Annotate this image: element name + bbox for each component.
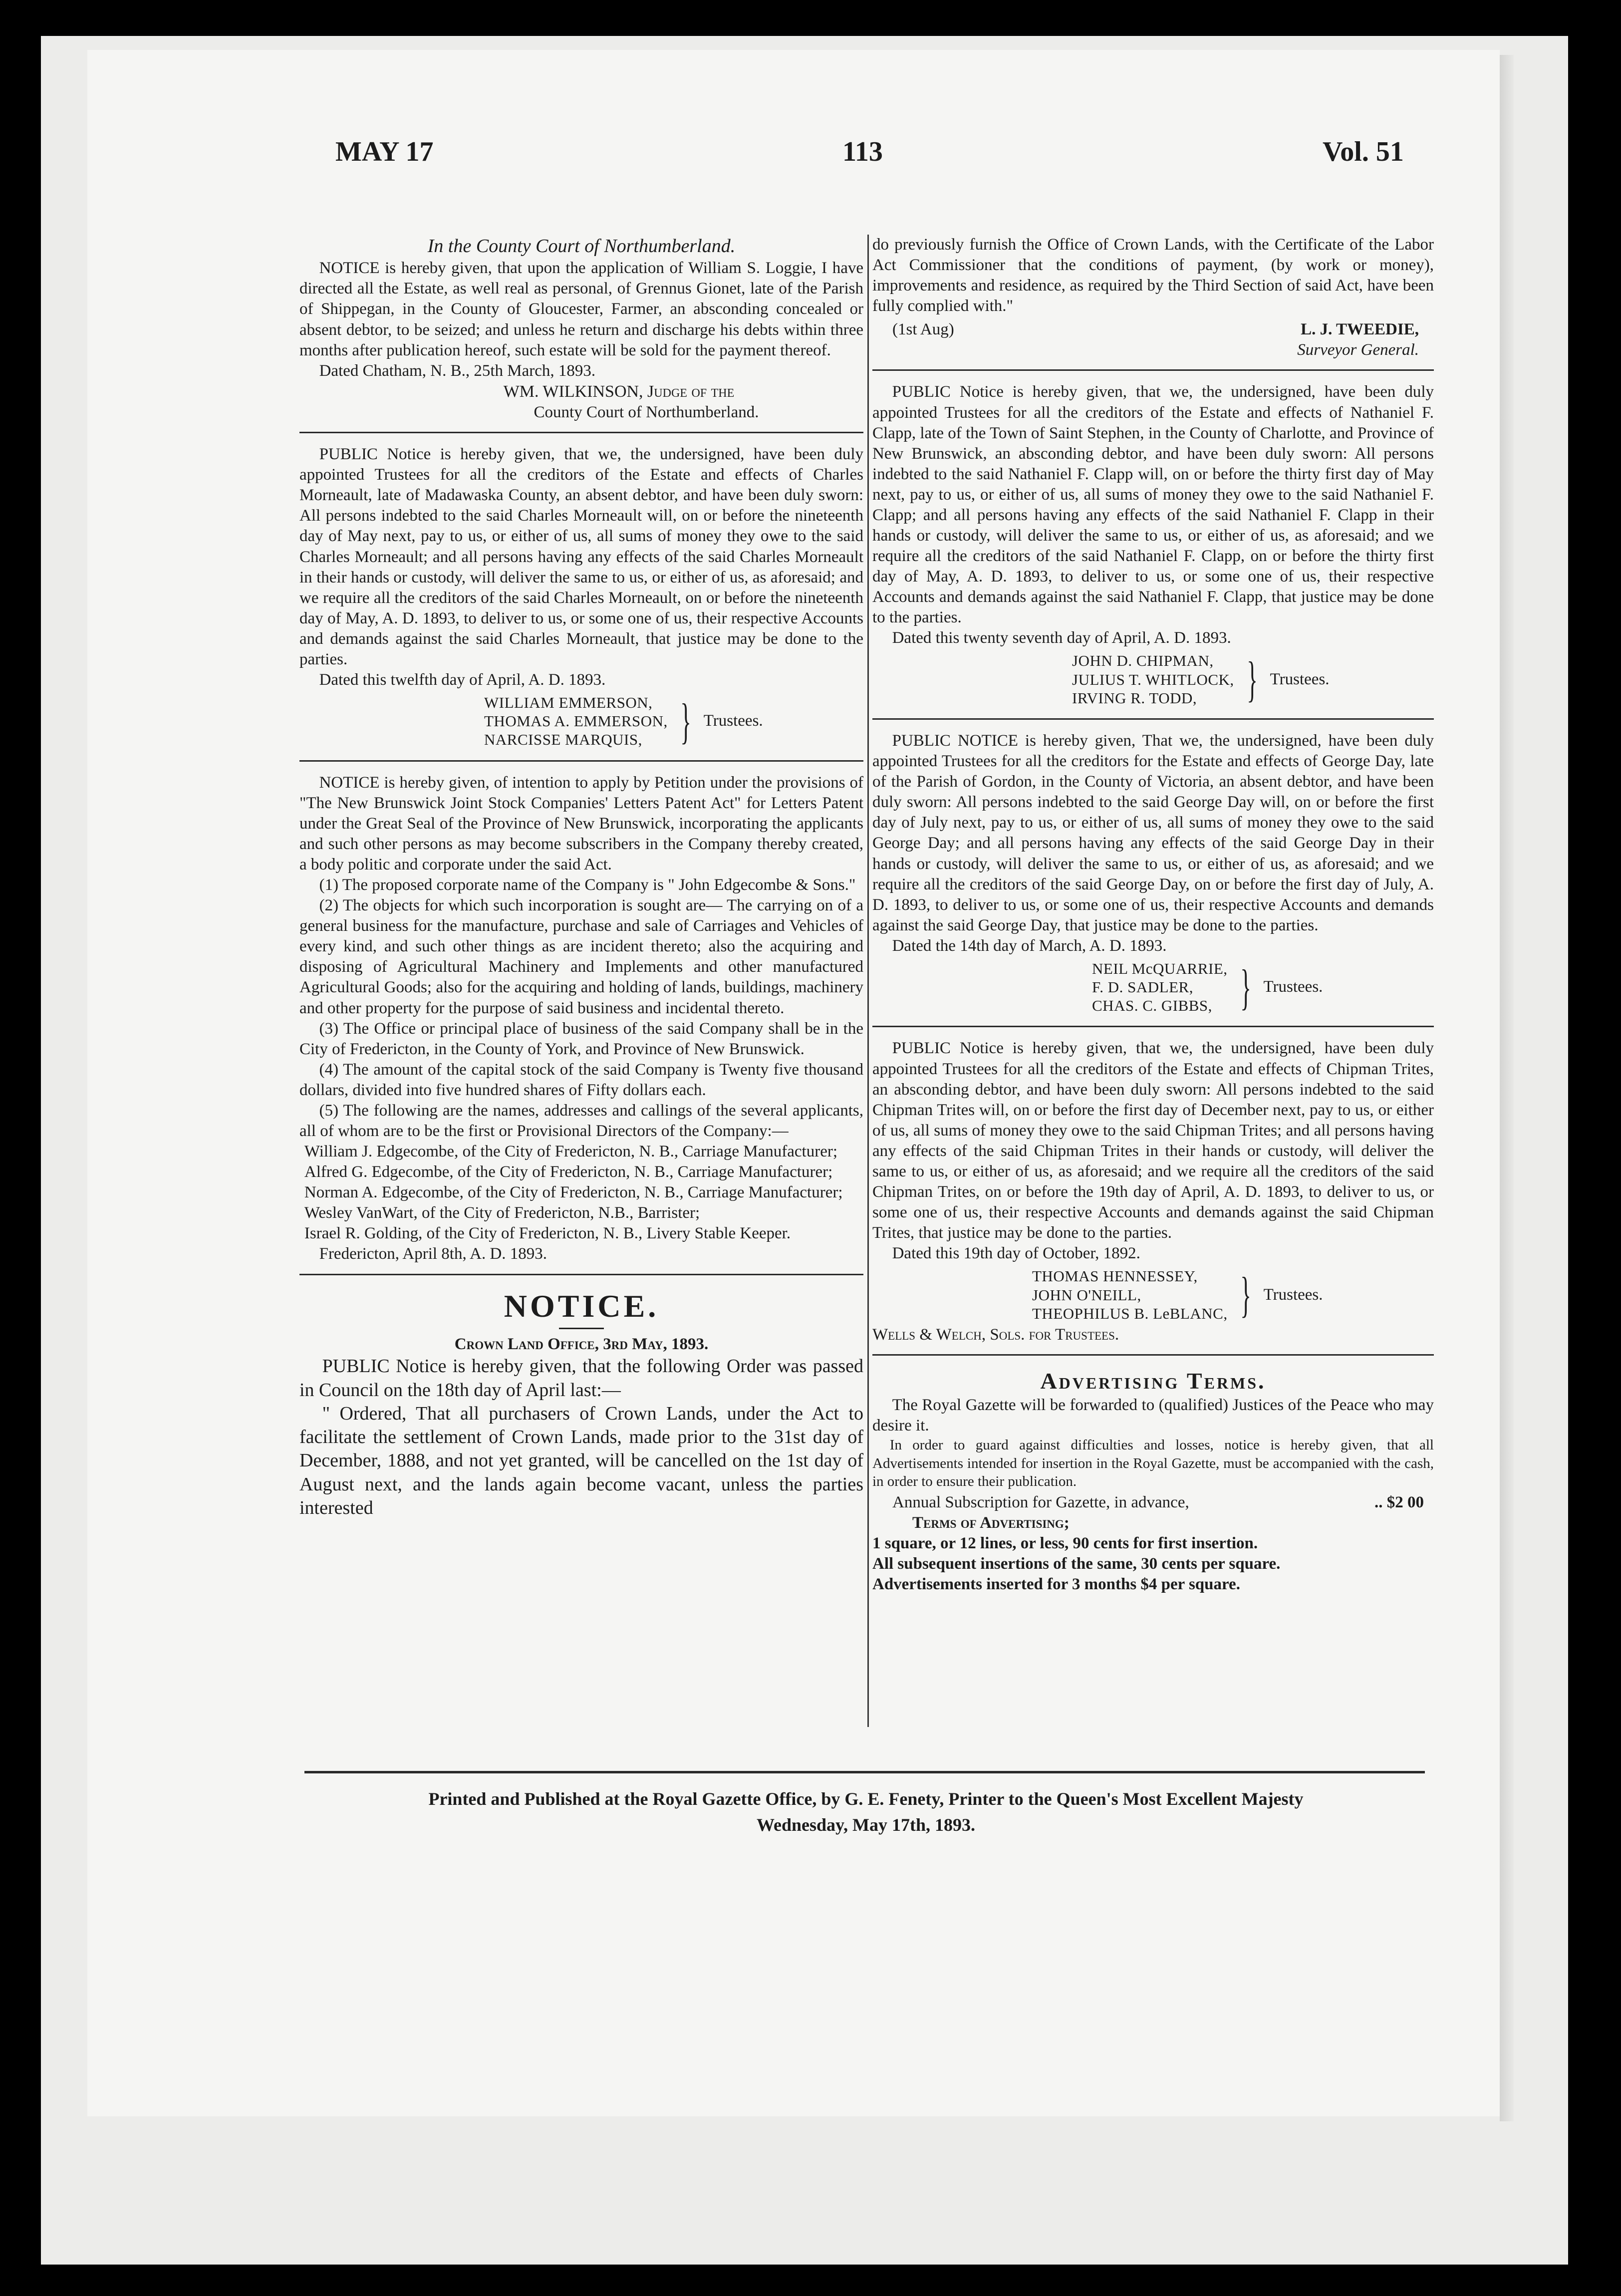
surveyor-title: Surveyor General. [1297, 341, 1419, 359]
imprint-date: Wednesday, May 17th, 1893. [756, 1815, 976, 1835]
applicant: Alfred G. Edgecombe, of the City of Fredericton, N. B., Carriage Manufacturer; [304, 1163, 833, 1181]
trustees-label: Trustees. [703, 712, 763, 730]
trustee-name: THEOPHILUS B. LeBLANC, [1032, 1304, 1228, 1322]
subscription-row [872, 1490, 1434, 1513]
advertising-terms [872, 1367, 1434, 1604]
brace-glyph: } [1240, 1267, 1251, 1323]
office-dateline: Crown Land Office, 3rd May, 1893. [454, 1335, 709, 1354]
notice-title: NOTICE. [504, 1288, 659, 1324]
header-date: MAY 17 [335, 136, 434, 167]
notice-item: (5) The following are the names, addresses and callings of the several applicants, all of whom are to be the first or Provisional Directors of the Company:— [299, 1101, 863, 1140]
footer-rule [304, 1771, 1425, 1773]
notice-item: (1) The proposed corporate name of the Company is " John Edgecombe & Sons." [319, 876, 856, 894]
council-order: " Ordered, That all purchasers of Crown Lands, under the Act to facilitate the settlement of Crown Lands, made prior to the 31st day of December, 1888, and not yet granted, will be cancelled on the 1st day of August next, and the lands again become vacant, unless the parties interested [299, 1403, 863, 1519]
notice-trites [872, 1038, 1434, 1356]
notice-clapp [872, 382, 1434, 720]
column-divider [867, 235, 869, 1727]
court-heading: In the County Court of Northumberland. [427, 236, 736, 257]
notice-george-day [872, 731, 1434, 1027]
term-line: 1 square, or 12 lines, or less, 90 cents for first insertion. [872, 1534, 1258, 1553]
brace-glyph: } [680, 693, 691, 749]
notice-body: PUBLIC NOTICE is hereby given, That we, the undersigned, have been duly appointed Trustees for all the creditors for the Estate and effects of George Day, late of the Parish of Gordon, in the County of Victoria, an absent debtor, and have been duly sworn: All persons indebted to the said George Day will, on or before the first day of July next, pay to us, or either of us, all sums of money they owe to the said George Day; and all persons having any effects of the said George Day in their hands or custody, will deliver the same to us, or either of us, as aforesaid; and we require all the creditors of the said George Day, on or before the first day of July, A. D. 1893, to deliver to us, or some one of us, their respective Accounts and demands against the said George Day, that justice may be done to the parties. [872, 732, 1434, 934]
trustees-signature [299, 693, 863, 749]
notice-gionet [299, 235, 863, 433]
notice-edgecombe [299, 773, 863, 1275]
trustee-name: JOHN O'NEILL, [1032, 1286, 1141, 1304]
trustee-name: F. D. SADLER, [1092, 978, 1193, 996]
advertising-title: Advertising Terms. [1040, 1368, 1266, 1394]
trustee-name: WILLIAM EMMERSON, [484, 694, 653, 712]
trustee-name: CHAS. C. GIBBS, [1092, 997, 1212, 1015]
notice-body: NOTICE is hereby given, that upon the application of William S. Loggie, I have directed all the Estate, as well real as personal, of Grennus Gionet, late of the Parish of Shippegan, in the County of Gloucester, Farmer, an absconding concealed or absent debtor, to be seized; and unless he return and discharge his debts within three months after publication hereof, such estate will be sold for the payment thereof. [299, 259, 863, 359]
terms-heading: Terms of Advertising; [912, 1514, 1070, 1532]
notice-body: PUBLIC Notice is hereby given, that the following Order was passed in Council on the 18th day of April last:— [299, 1356, 863, 1401]
notice-crown-lands [299, 1286, 863, 1529]
term-line: Advertisements inserted for 3 months $4 per square. [872, 1575, 1240, 1594]
judge-title: County Court of Northumberland. [534, 403, 759, 422]
surveyor-name: L. J. TWEEDIE, [1301, 320, 1419, 339]
header-page-number: 113 [842, 136, 883, 167]
trustee-names [1092, 959, 1228, 1015]
trustee-name: NEIL McQUARRIE, [1092, 959, 1228, 977]
trustees-signature [872, 959, 1434, 1015]
page-edge [1500, 55, 1514, 2121]
trustee-name: THOMAS A. EMMERSON, [484, 712, 668, 730]
applicant: Norman A. Edgecombe, of the City of Fredericton, N. B., Carriage Manufacturer; [304, 1183, 843, 1202]
trustee-name: THOMAS HENNESSEY, [1032, 1267, 1198, 1285]
trustees-signature [872, 651, 1434, 707]
notice-body: PUBLIC Notice is hereby given, that we, the undersigned, have been duly appointed Trustees for all the creditors of the Estate and effects of Chipman Trites, an absconding debtor, and have been duly sworn: All persons indebted to the said Chipman Trites will, on or before the first day of December next, pay to us, or either of us, all sums of money they owe to the said Chipman Trites; and all persons having any effects of the said Chipman Trites in their hands or custody, will deliver the same to us, or either of us, as aforesaid; and we require all the creditors of the said Chipman Trites, on or before the 19th day of April, A. D. 1893, to deliver to us, or some one of us, their respective Accounts and demands against the said Chipman Trites, that justice may be done to the parties. [872, 1039, 1434, 1242]
notice-dated: Dated this twenty seventh day of April, A. D. 1893. [892, 629, 1231, 647]
trustee-names [1072, 651, 1234, 707]
trustee-name: NARCISSE MARQUIS, [484, 731, 642, 749]
brace-glyph: } [1246, 651, 1258, 707]
applicant: William J. Edgecombe, of the City of Fredericton, N. B., Carriage Manufacturer; [304, 1143, 838, 1161]
notice-body: PUBLIC Notice is hereby given, that we, the undersigned, have been duly appointed Trustees for all the creditors of the Estate and effects of Charles Morneault, late of Madawaska County, an absent debtor, and have been duly sworn: All persons indebted to the said Charles Morneault will, on or before the nineteenth day of May next, pay to us, or either of us, all sums of money they owe to the said Charles Morneault; and all persons having any effects of the said Charles Morneault in their hands or custody, will deliver the same to us, or either of us, as aforesaid; and we require all the creditors of the said Charles Morneault, on or before the nineteenth day of May, A. D. 1893, to deliver to us, or some one of us, their respective Accounts and demands against the said Charles Morneault, that justice may be done to the parties. [299, 445, 863, 668]
judge-signature: WM. WILKINSON, Judge of the [503, 382, 735, 401]
trustees-label: Trustees. [1270, 670, 1330, 688]
notice-item: (2) The objects for which such incorporation is sought are— The carrying on of a general business for the manufacture, purchase and sale of Carriages and Vehicles of every kind, and such other things as are incident thereto; also the acquiring and disposing of Agricultural Machinery and Implements and other manufactured Agricultural Goods; also for the acquiring and holding of lands, buildings, machinery and other property for the purpose of said business and incidental thereto. [299, 896, 863, 1017]
notice-dated: Dated Chatham, N. B., 25th March, 1893. [319, 361, 596, 380]
title-rule [559, 1328, 604, 1329]
notice-intro: NOTICE is hereby given, of intention to apply by Petition under the provisions of "The New Brunswick Joint Stock Companies' Letters Patent Act" for Letters Patent under the Great Seal of the Province of New Brunswick, incorporating the applicants and such other persons as may become subscribers in the Company thereby created, a body politic and corporate under the said Act. [299, 773, 863, 873]
trustee-name: JULIUS T. WHITLOCK, [1072, 670, 1234, 688]
imprint-line: Printed and Published at the Royal Gazette Office, by G. E. Fenety, Printer to the Queen's Most Excellent Majesty [428, 1789, 1304, 1809]
notice-dated: Dated the 14th day of March, A. D. 1893. [892, 936, 1167, 955]
notice-body: PUBLIC Notice is hereby given, that we, the undersigned, have been duly appointed Trustees for all the creditors of the Estate and effects of Nathaniel F. Clapp, late of the Town of Saint Stephen, in the County of Charlotte, and Province of New Brunswick, an absconding debtor, and have been duly sworn: All persons indebted to the said Nathaniel F. Clapp will, on or before the thirty first day of May next, pay to us, or either of us, all sums of money they owe to the said Nathaniel F. Clapp; and all persons having any effects of the said Nathaniel F. Clapp in their hands or custody, will deliver the same to us, or either of us, as aforesaid; and we require all the creditors of the said Nathaniel F. Clapp, on or before the thirty first day of May, A. D. 1893, to deliver to us, or some one of us, their respective Accounts and demands against the said Nathaniel F. Clapp, that justice may be done to the parties. [872, 383, 1434, 627]
notice-item: (4) The amount of the capital stock of the said Company is Twenty five thousand dollars, divided into five hundred shares of Fifty dollars each. [299, 1060, 863, 1099]
notice-dated: Dated this 19th day of October, 1892. [892, 1244, 1140, 1263]
notice-crown-lands-continued [872, 235, 1434, 371]
trustees-label: Trustees. [1263, 1285, 1323, 1304]
subscription-price: .. $2 00 [1374, 1493, 1424, 1512]
cash-notice: In order to guard against difficulties and losses, notice is hereby given, that all Advertisements intended for insertion in the Royal Gazette, must be accompanied with the cash, in order to ensure their publication. [872, 1437, 1434, 1489]
notice-dated: Fredericton, April 8th, A. D. 1893. [319, 1245, 547, 1263]
trustee-names [1032, 1267, 1228, 1323]
notice-morneault [299, 444, 863, 762]
brace-glyph: } [1240, 959, 1251, 1015]
trustee-name: IRVING R. TODD, [1072, 689, 1197, 707]
notice-dated: Dated this twelfth day of April, A. D. 1893. [319, 671, 606, 689]
gazette-forwarding-note: The Royal Gazette will be forwarded to (qualified) Justices of the Peace who may desire it. [872, 1396, 1434, 1435]
solicitors-line: Wells & Welch, Sols. for Trustees. [872, 1325, 1119, 1344]
applicant: Israel R. Golding, of the City of Fredericton, N. B., Livery Stable Keeper. [304, 1224, 791, 1243]
subscription-label: Annual Subscription for Gazette, in advance, [892, 1493, 1189, 1512]
notice-item: (3) The Office or principal place of business of the said Company shall be in the City of Fredericton, in the County of York, and Province of New Brunswick. [299, 1019, 863, 1058]
trustee-names [484, 693, 668, 749]
trustees-signature [872, 1267, 1434, 1323]
right-column [872, 235, 1434, 1615]
left-column [299, 235, 863, 1540]
trustees-label: Trustees. [1263, 978, 1323, 996]
notice-body: do previously furnish the Office of Crown Lands, with the Certificate of the Labor Act Commissioner that the conditions of payment, (by work or money), improvements and residence, as required by the Third Section of said Act, have been fully complied with." [872, 236, 1434, 315]
header-volume: Vol. 51 [1323, 136, 1404, 167]
signature-row [872, 316, 1434, 340]
imprint-footer [299, 1786, 1432, 1838]
trustee-name: JOHN D. CHIPMAN, [1072, 652, 1214, 670]
term-line: All subsequent insertions of the same, 30 cents per square. [872, 1555, 1281, 1573]
applicant: Wesley VanWart, of the City of Fredericton, N.B., Barrister; [304, 1204, 700, 1222]
date-note: (1st Aug) [892, 320, 954, 339]
